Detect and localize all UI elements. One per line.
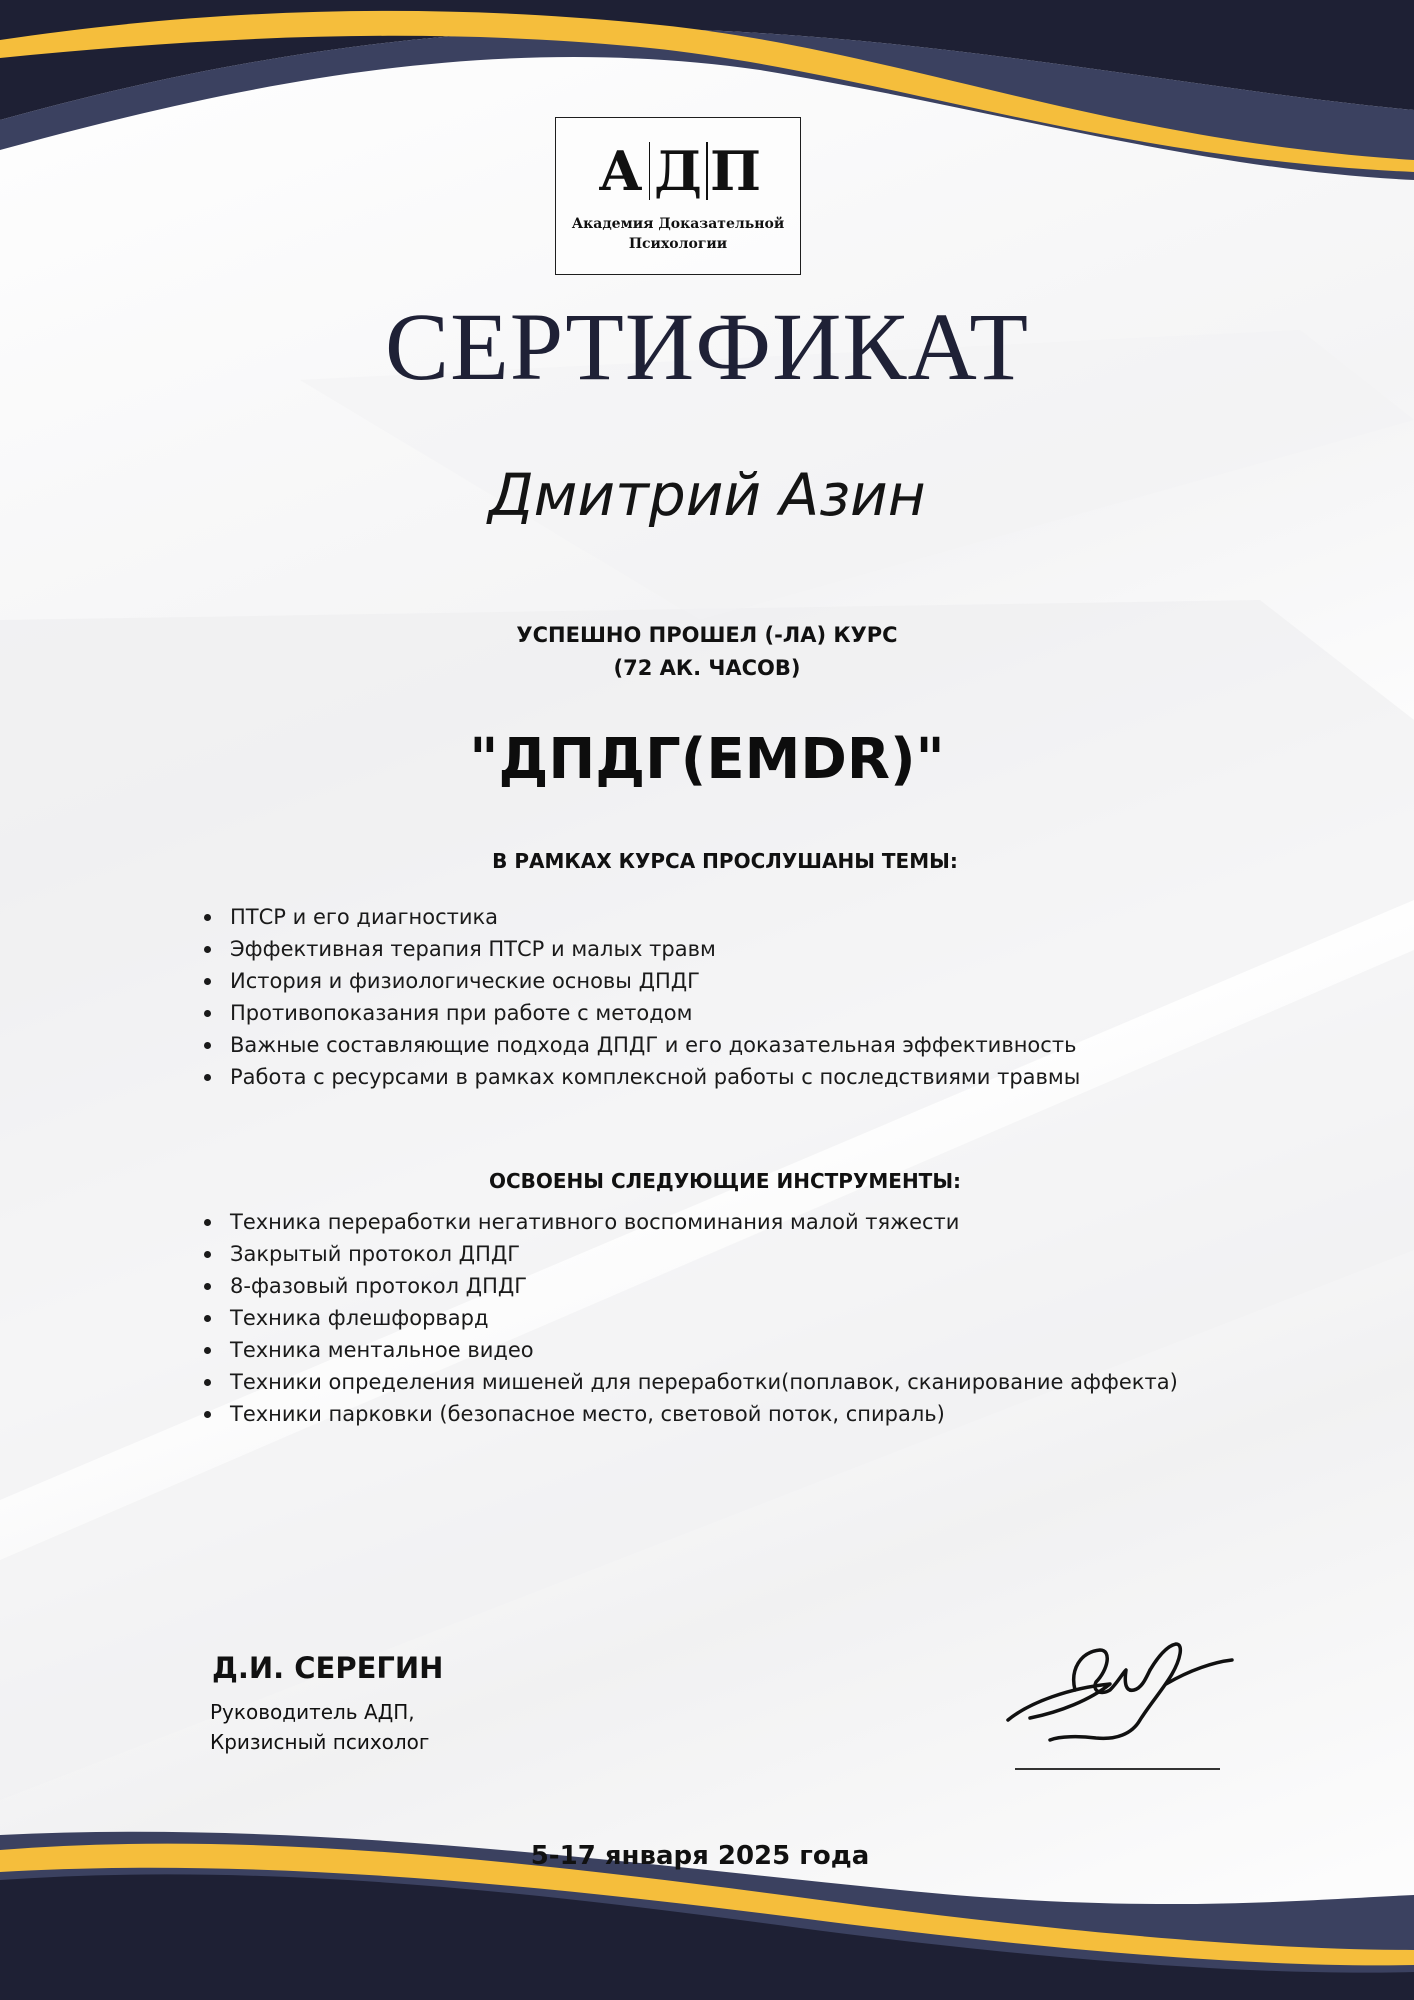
logo-name-line2: Психологии	[628, 236, 728, 252]
certificate-title: СЕРТИФИКАТ	[385, 293, 1029, 400]
course-completion-text: УСПЕШНО ПРОШЕЛ (-ЛА) КУРС	[516, 623, 898, 647]
bottom-wave-decoration	[0, 1800, 1414, 2000]
course-dates: 5-17 января 2025 года	[530, 1841, 870, 1871]
signer-role: Кризисный психолог	[210, 1730, 430, 1754]
list-item: Техника переработки негативного воспоминания малой тяжести	[204, 1206, 1178, 1238]
topics-list	[204, 901, 1080, 1093]
tools-list	[204, 1206, 1178, 1430]
logo-letters	[556, 138, 800, 204]
logo-letter: А	[598, 139, 643, 203]
handwritten-signature	[1000, 1630, 1240, 1760]
logo-letter: П	[710, 139, 761, 203]
logo-name-line1: Академия Доказательной	[571, 216, 785, 232]
list-item: Работа с ресурсами в рамках комплексной работы с последствиями травмы	[204, 1061, 1080, 1093]
list-item: Техники парковки (безопасное место, световой поток, спираль)	[204, 1398, 1178, 1430]
signer-role: Руководитель АДП,	[210, 1700, 415, 1724]
recipient-name: Дмитрий Азин	[488, 461, 926, 529]
list-item: Эффективная терапия ПТСР и малых травм	[204, 933, 1080, 965]
list-item: Техники определения мишеней для переработки(поплавок, сканирование аффекта)	[204, 1366, 1178, 1398]
course-title: "ДПДГ(EMDR)"	[469, 727, 945, 792]
list-item: Техника ментальное видео	[204, 1334, 1178, 1366]
list-item: Закрытый протокол ДПДГ	[204, 1238, 1178, 1270]
signature-line	[1015, 1768, 1220, 1770]
logo-letter: Д	[653, 139, 702, 203]
list-item: ПТСР и его диагностика	[204, 901, 1080, 933]
list-item: 8-фазовый протокол ДПДГ	[204, 1270, 1178, 1302]
logo-academy-name	[556, 214, 800, 254]
list-item: Противопоказания при работе с методом	[204, 997, 1080, 1029]
tools-heading: ОСВОЕНЫ СЛЕДУЮЩИЕ ИНСТРУМЕНТЫ:	[488, 1169, 962, 1193]
signer-name: Д.И. СЕРЕГИН	[212, 1651, 444, 1685]
list-item: Техника флешфорвард	[204, 1302, 1178, 1334]
course-hours: (72 АК. ЧАСОВ)	[613, 656, 801, 680]
list-item: История и физиологические основы ДПДГ	[204, 965, 1080, 997]
list-item: Важные составляющие подхода ДПДГ и его доказательная эффективность	[204, 1029, 1080, 1061]
topics-heading: В РАМКАХ КУРСА ПРОСЛУШАНЫ ТЕМЫ:	[492, 849, 958, 873]
academy-logo	[555, 117, 801, 275]
